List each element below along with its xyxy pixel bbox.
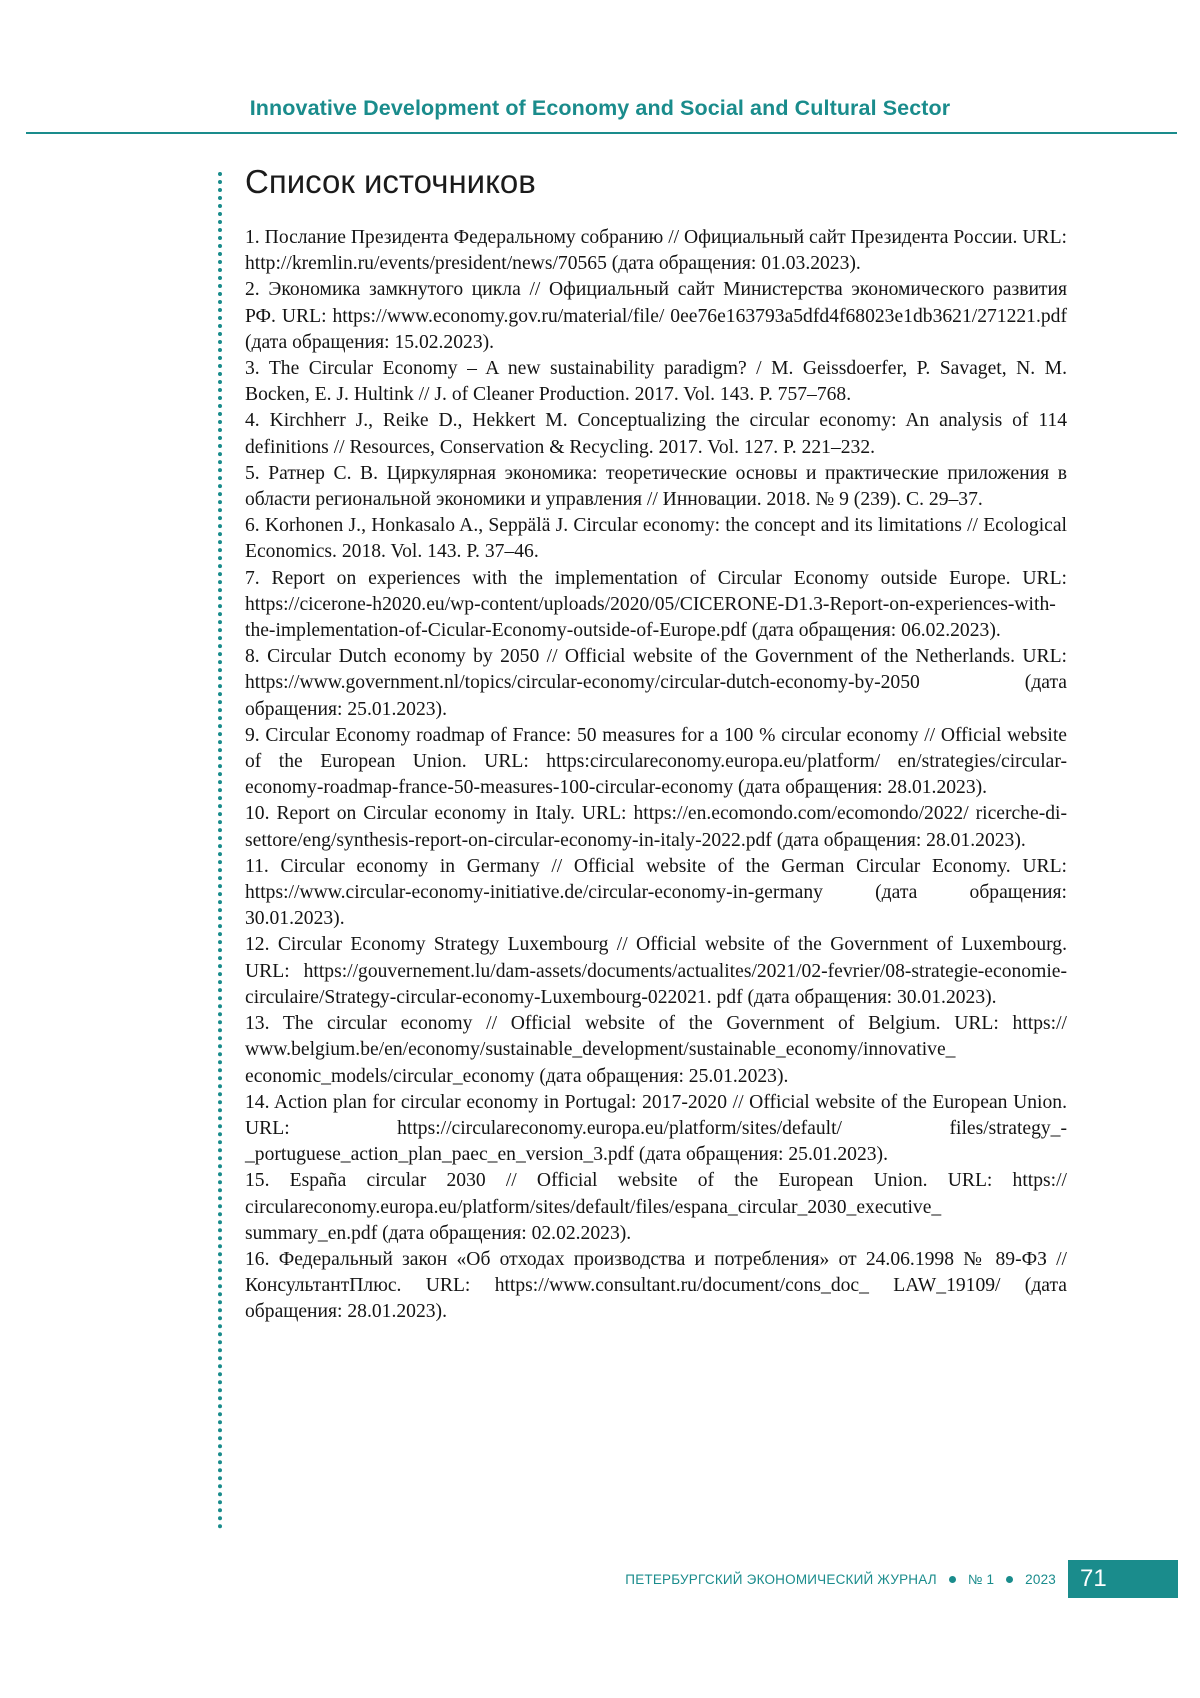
reference-item: 15. España circular 2030 // Official website of the European Union. URL: https:// circulareconomy.europa.eu/platform/sites/default/files/espana_circular_2030_executive_ summary_en.pdf (дата обращения: 02.02.2023). xyxy=(245,1170,1067,1244)
reference-list xyxy=(245,225,1067,1326)
page-footer xyxy=(560,1560,1178,1598)
reference-item: 14. Action plan for circular economy in Portugal: 2017-2020 // Official website of the European Union. URL: https://circulareconomy.europa.eu/platform/sites/default/ files/strategy_-_portuguese_action_plan_paec_en_version_3.pdf (дата обращения: 25.01.2023). xyxy=(245,1091,1067,1166)
page-number: 71 xyxy=(1080,1565,1107,1592)
reference-item: 5. Ратнер С. В. Циркулярная экономика: теоретические основы и практические приложения в области региональной экономики и управления // Инновации. 2018. № 9 (239). С. 29–37. xyxy=(245,462,1067,511)
running-title: Innovative Development of Economy and Social and Cultural Sector xyxy=(249,96,951,120)
reference-item: 6. Korhonen J., Honkasalo A., Seppälä J. Circular economy: the concept and its limitations // Ecological Economics. 2018. Vol. 143. P. 37–46. xyxy=(245,515,1067,563)
reference-item: 8. Circular Dutch economy by 2050 // Official website of the Government of the Netherlands. URL: https://www.government.nl/topics/circular-economy/circular-dutch-economy-by-2050 (дата обращения: 25.01.2023). xyxy=(245,646,1067,720)
reference-item: 7. Report on experiences with the implementation of Circular Economy outside Europe. URL: https://cicerone-h2020.eu/wp-content/uploads/2020/05/CICERONE-D1.3-Report-on-experiences-with-the-implementation-of-Cicular-Economy-outside-of-Europe.pdf (дата обращения: 06.02.2023). xyxy=(245,567,1067,642)
dotted-margin-rule xyxy=(218,172,222,1530)
reference-item: 11. Circular economy in Germany // Official website of the German Circular Economy. URL: https://www.circular-economy-initiative.de/circular-economy-in-germany (дата обращения: 30.01.2023). xyxy=(245,855,1067,930)
section-title: Список источников xyxy=(245,163,536,200)
page-number-box xyxy=(1068,1560,1178,1598)
journal-name: ПЕТЕРБУРГСКИЙ ЭКОНОМИЧЕСКИЙ ЖУРНАЛ xyxy=(625,1571,937,1587)
reference-item: 1. Послание Президента Федеральному собранию // Официальный сайт Президента России. URL: http://kremlin.ru/events/president/news/70565 (дата обращения: 01.03.2023). xyxy=(245,227,1067,275)
reference-item: 12. Circular Economy Strategy Luxembourg // Official website of the Government of Luxembourg. URL: https://gouvernement.lu/dam-assets/documents/actualites/2021/02-fevrier/08-strategie-economie-circulaire/Strategy-circular-economy-Luxembourg-022021. pdf (дата обращения: 30.01.2023). xyxy=(245,934,1067,1008)
header-rule xyxy=(26,132,1177,134)
reference-item: 9. Circular Economy roadmap of France: 50 measures for a 100 % circular economy // Official website of the European Union. URL: https:circulareconomy.europa.eu/platform/ en/strategies/circular-economy-roadmap-france-50-measures-100-circular-economy (дата обращения: 28.01.2023). xyxy=(245,724,1067,799)
reference-item: 10. Report on Circular economy in Italy. URL: https://en.ecomondo.com/ecomondo/2022/ ricerche-di-settore/eng/synthesis-report-on-circular-economy-in-italy-2022.pdf (дата обращения: 28.01.2023). xyxy=(245,803,1067,851)
issue-year: 2023 xyxy=(1025,1571,1056,1587)
issue-number: № 1 xyxy=(967,1571,995,1587)
reference-item: 16. Федеральный закон «Об отходах производства и потребления» от 24.06.1998 № 89-ФЗ // КонсультантПлюс. URL: https://www.consultant.ru/document/cons_doc_ LAW_19109/ (дата обращения: 28.01.2023). xyxy=(245,1248,1067,1323)
reference-item: 2. Экономика замкнутого цикла // Официальный сайт Министерства экономического развития РФ. URL: https://www.economy.gov.ru/material/file/ 0ee76e163793a5dfd4f68023e1db3621/271221.pdf (дата обращения: 15.02.2023). xyxy=(245,279,1067,353)
reference-item: 3. The Circular Economy – A new sustainability paradigm? / M. Geissdoerfer, P. Savaget, N. M. Bocken, E. J. Hultink // J. of Cleaner Production. 2017. Vol. 143. P. 757–768. xyxy=(245,358,1067,406)
bullet-dot-icon xyxy=(1006,1576,1013,1583)
reference-item: 4. Kirchherr J., Reike D., Hekkert M. Conceptualizing the circular economy: An analysis of 114 definitions // Resources, Conservation & Recycling. 2017. Vol. 127. P. 221–232. xyxy=(245,410,1067,458)
reference-item: 13. The circular economy // Official website of the Government of Belgium. URL: https:// www.belgium.be/en/economy/sustainable_development/sustainable_economy/innovative_ economic_models/circular_economy (дата обращения: 25.01.2023). xyxy=(245,1013,1067,1087)
bullet-dot-icon xyxy=(949,1576,956,1583)
